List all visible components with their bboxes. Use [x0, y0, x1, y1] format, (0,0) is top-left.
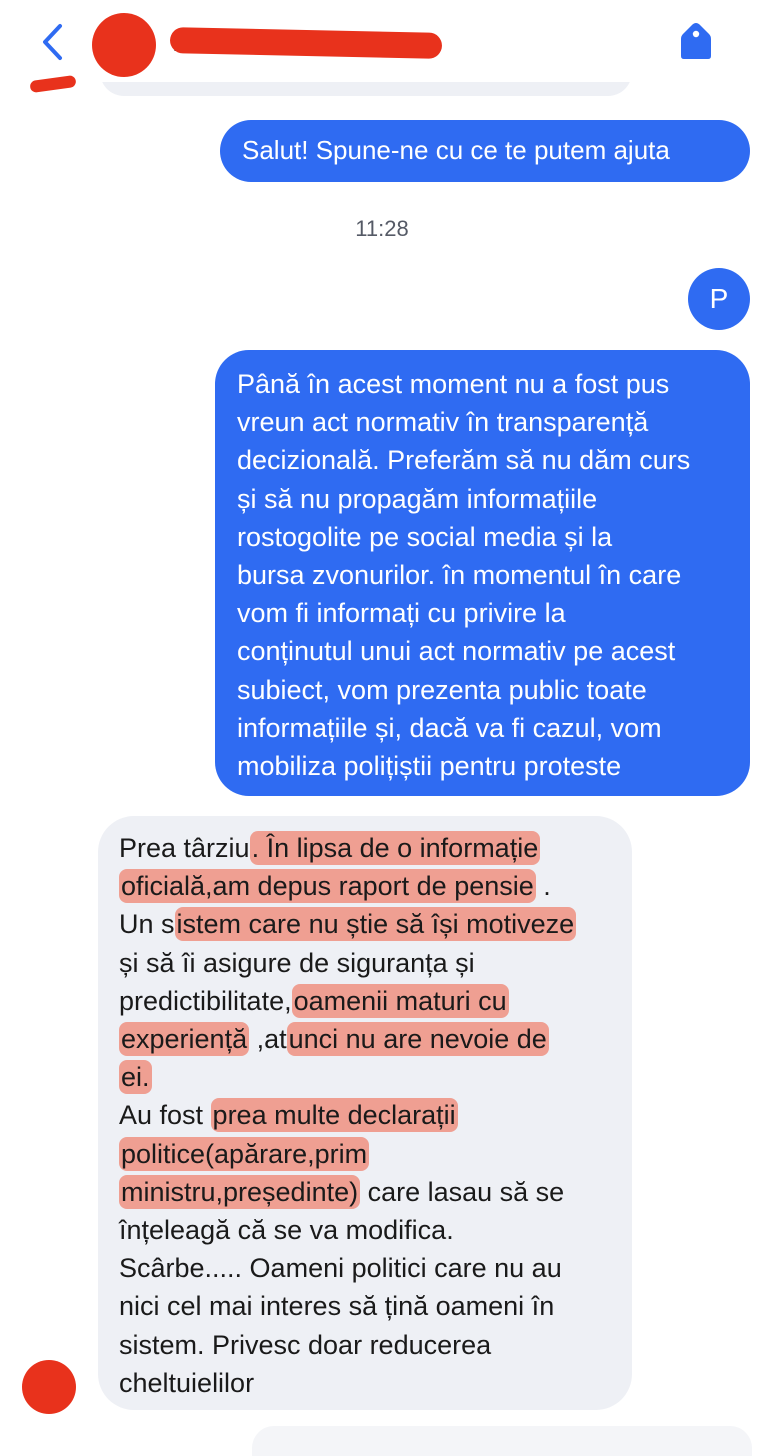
message-line — [119, 1096, 620, 1134]
chat-header — [0, 0, 764, 82]
message-line: și să îi asigure de siguranța și — [119, 947, 475, 978]
incoming-message-bubble[interactable] — [98, 816, 632, 1410]
back-button[interactable] — [30, 18, 74, 70]
text-span: . — [535, 871, 551, 902]
message-line — [119, 982, 620, 1020]
message-line — [119, 829, 620, 867]
text-span: Un s — [119, 909, 175, 940]
highlighted-text: oamenii maturi cu — [293, 985, 507, 1016]
sender-avatar: P — [688, 268, 750, 330]
message-line: cheltuielilor — [119, 1367, 255, 1398]
message-line — [119, 1135, 620, 1173]
chevron-left-icon — [40, 23, 64, 66]
message-line: și să nu propagăm informațiile — [237, 483, 598, 514]
message-text: Salut! Spune-ne cu ce te putem ajuta — [242, 135, 670, 165]
highlighted-text: unci nu are nevoie de — [288, 1024, 547, 1055]
message-line: Scârbe..... Oameni politici care nu au — [119, 1253, 562, 1284]
text-span: Prea târziu — [119, 833, 250, 863]
message-line: vom fi informați cu privire la — [237, 598, 566, 629]
highlighted-text: oficială,am depus raport de pensie — [121, 871, 534, 902]
highlighted-text: politice(apărare,prim — [121, 1138, 368, 1169]
highlighted-text: istem care nu știe să își motiveze — [176, 909, 575, 940]
outgoing-greeting-bubble[interactable] — [220, 120, 750, 182]
message-line: informațiile și, dacă va fi cazul, vom — [237, 712, 662, 743]
contact-avatar[interactable] — [92, 13, 156, 77]
message-line: conținutul unui act normativ pe acest — [237, 636, 676, 667]
message-line: nici cel mai interes să țină oameni în — [119, 1291, 555, 1322]
message-line — [119, 1058, 620, 1096]
tag-button[interactable] — [676, 20, 716, 66]
highlighted-text: ministru,președinte) — [121, 1176, 359, 1207]
message-line: sistem. Privesc doar reducerea — [119, 1329, 492, 1360]
message-line — [119, 867, 620, 905]
highlighted-text: . În lipsa de o informație — [251, 833, 539, 863]
message-line: rostogolite pe social media și la — [237, 521, 613, 552]
text-span: Au fost — [119, 1100, 211, 1131]
next-message-bubble — [252, 1426, 752, 1456]
message-line: vreun act normativ în transparență — [237, 407, 649, 438]
highlighted-text: ei. — [121, 1062, 150, 1093]
highlighted-text: prea multe declarații — [212, 1100, 456, 1131]
message-line: mobiliza polițiștii pentru proteste — [237, 751, 622, 782]
message-line — [119, 905, 620, 943]
message-line — [119, 1020, 620, 1058]
message-line: subiect, vom prezenta public toate — [237, 674, 647, 705]
message-line — [119, 1173, 620, 1211]
contact-avatar-small — [22, 1360, 76, 1414]
outgoing-reply-bubble[interactable] — [215, 350, 750, 796]
text-span: ,at — [249, 1024, 287, 1055]
text-span: care lasau să se — [360, 1176, 565, 1207]
highlighted-text: experiență — [121, 1024, 248, 1055]
text-span: predictibilitate, — [119, 985, 292, 1016]
message-line: decizională. Preferăm să nu dăm curs — [237, 445, 691, 476]
message-line: bursa zvonurilor. în momentul în care — [237, 560, 682, 591]
message-timestamp: 11:28 — [355, 216, 409, 241]
tag-icon — [679, 21, 713, 66]
message-line: înțeleagă că se va modifica. — [119, 1215, 454, 1246]
message-line: Până în acest moment nu a fost pus — [237, 369, 670, 399]
